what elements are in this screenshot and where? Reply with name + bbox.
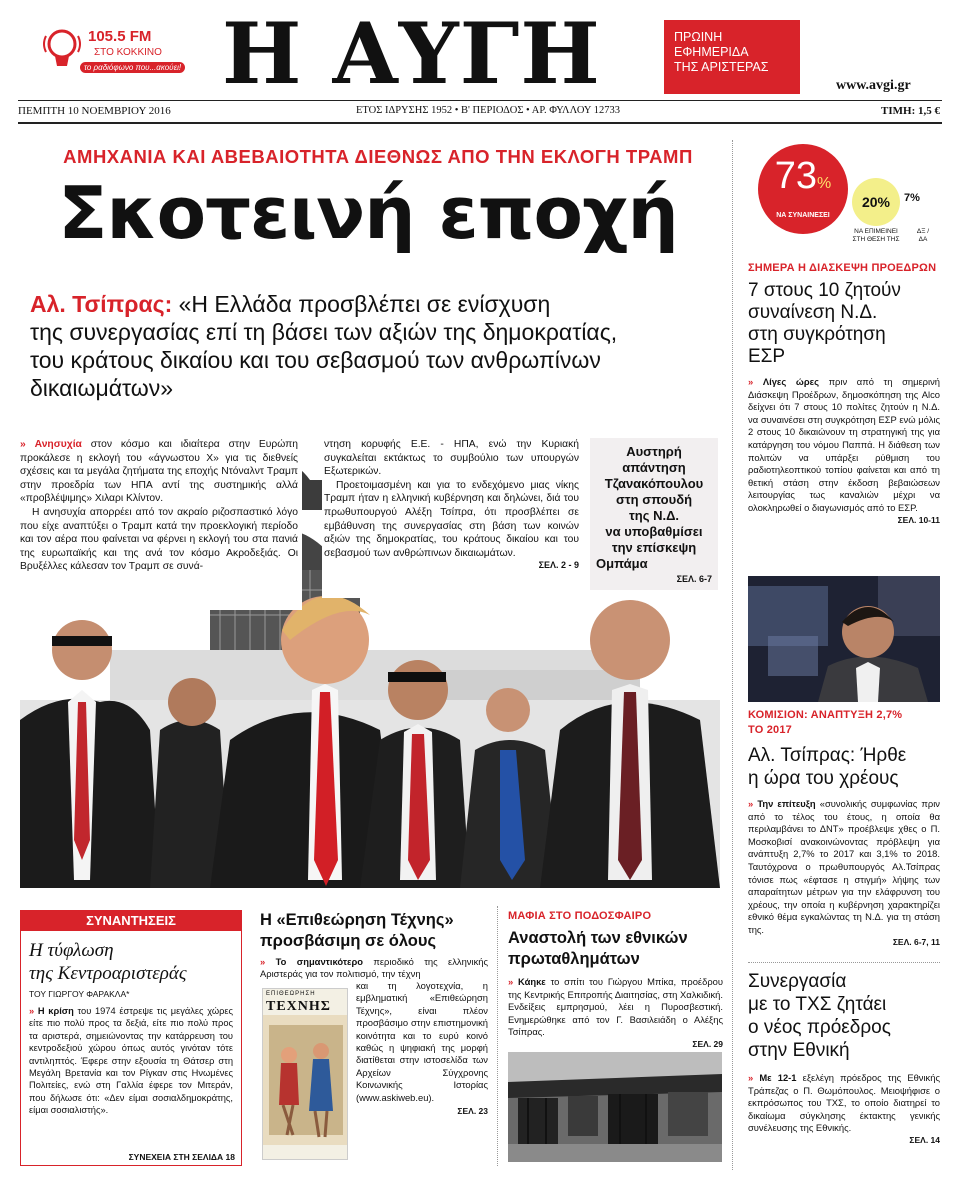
radio-logo[interactable] <box>38 20 188 82</box>
website-link[interactable]: www.avgi.gr <box>836 78 911 93</box>
meetings-box: ΣΥΝΑΝΤΗΣΕΙΣ Η τύφλωση της Κεντροαριστεράς ΤΟΥ ΓΙΩΡΓΟΥ ΦΑΡΑΚΛΑ* » Η κρίση του 1974 έστρεψε τις μεγάλες χώρες είτε πιο πολύ προς τα δεξιά, είτε πιο πολύ προς τα αριστερά, σημειώνοντας την κατάρρευση του κεντροδεξιού χώρου όπως αυτός γινόταν τότε αντιληπτός. Έφερε στην εξουσία τη Θάτσερ στη Μεγάλη Βρετανία και τον Ρίγκαν στις Ηνωμένες Πολιτείες, ενώ στη Γαλλία έφερε τον Μιτεράν, που δήλωσε ότι: «Δεν είμαι σοσιαλδημοκράτης, είμαι σοσιαλιστής». ΣΥΝΕΧΕΙΑ ΣΤΗ ΣΕΛΙΔΑ 18 <box>20 910 242 1166</box>
art-body: και τη λογοτεχνία, η εμβληματική «Επιθεώρηση Τέχνης», είναι πλέον προσβάσιμο στην επιστημονική κοινότητα και το ευρύ κοινό καθώς η ψηφιακή της μορφή διατίθεται στην ιστοσελίδα των Αρχείων Σύγχρονης Κοινωνικής Ιστορίας (www.askiweb.eu). ΣΕΛ. 23 <box>356 980 488 1117</box>
radio-frequency: 105.5 FM <box>88 28 152 45</box>
right1-headline[interactable]: 7 στους 10 ζητούν συναίνεση Ν.Δ. στη συγκρότηση ΕΣΡ <box>748 280 901 367</box>
meetings-banner: ΣΥΝΑΝΤΗΣΕΙΣ <box>21 911 241 931</box>
masthead-tagline: ΠΡΩΙΝΗ ΕΦΗΜΕΡΙΔΑ ΤΗΣ ΑΡΙΣΤΕΡΑΣ <box>664 20 800 94</box>
art-lead-text: » Το σημαντικότερο περιοδικό της ελληνικής Αριστεράς για τον πολιτισμό, την τέχνη <box>260 956 489 980</box>
masthead-title: Η ΑΥΓΗ <box>222 4 601 103</box>
radio-name: ΣΤΟ ΚΟΚΚΙΝΟ <box>94 47 162 58</box>
mafia-body: » Κάηκε το σπίτι του Γιώργου Μπίκα, προέδρου της Κεντρικής Επιτροπής Διαιτησίας, στη Χαλκιδική. Ενδείξεις εμπρησμού, λέει η Πυροσβεστική. Ενημερώθηκε από τον Γ. Βασιλειάδη ο Αλέξης Τσίπρας. ΣΕΛ. 29 <box>508 976 723 1049</box>
right2-headline[interactable]: Αλ. Τσίπρας: Ήρθε η ώρα του χρέους <box>748 745 907 789</box>
lead-column-1: » Ανησυχία στον κόσμο και ιδιαίτερα στην Ευρώπη προκάλεσε η εκλογή του «άγνωστου Χ» για τις διεθνείς σχέσεις και τα μεγάλα ζητήματα της εποχής Ντόναλντ Τραμπ στην προεδρία των ΗΠΑ αντί της συστημικής αλλά «προβλέψιμης» Χιλαρι Κλίντον. Η ανησυχία απορρέει από τον ακραίο ριζοσπαστικό λόγο που είχε αναπτύξει ο Τραμπ κατά την προεκλογική περίοδο και τον αέρα που φαίνεται να φέρνει η εκλογή του στα πανιά της ευρωπαϊκής και της ανά τον κόσμο Ακροδεξιάς. Οι Βρυξέλλες κάλεσαν τον Τραμπ σε συνά- <box>20 439 298 573</box>
lightbulb-icon <box>42 26 82 74</box>
poll-big-circle: 73% ΝΑ ΣΥΝΑΙΝΕΣΕΙ <box>758 144 848 234</box>
meetings-title[interactable]: Η τύφλωση της Κεντροαριστεράς <box>29 940 187 984</box>
dateline-price: ΤΙΜΗ: 1,5 € <box>881 105 940 117</box>
dateline-issue: ΕΤΟΣ ΙΔΡΥΣΗΣ 1952 • Β' ΠΕΡΙΟΔΟΣ • ΑΡ. ΦΥΛΛΟΥ 12733 <box>356 105 620 116</box>
art-magazine-cover: ΕΠΙΘΕΩΡΗΣΗ ΤΕΧΝΗΣ <box>262 988 348 1160</box>
right2-body: » Την επίτευξη «συνολικής συμφωνίας πριν από το τέλος του έτους, η οποία θα περιλαμβάνει το ΔΝΤ» προέβλεψε χθες ο Π. Μοσκοβισί ανακοινώνοντας πρόβλεψη για ανάπτυξη 2,7% το 2017 και 3,1% το 2018. Ταυτόχρονα ο πρωθυπουργός Αλ.Τσίπρας τόνισε πως «έφτασε η στιγμή» λήψης των απαραίτητων μέτρων για την ελάφρυνση του χρέους, την οποία η κυβέρνηση χαρακτηρίζει εθνικό θέμα εγκαλώντας τη Ν.Δ. για τη στάση της. ΣΕΛ. 6-7, 11 <box>748 798 940 947</box>
mafia-headline[interactable]: Αναστολή των εθνικών πρωταθλημάτων <box>508 929 688 968</box>
burned-house-photo <box>508 1052 722 1162</box>
right3-body: » Με 12-1 εξελέγη πρόεδρος της Εθνικής Τράπεζας ο Π. Θωμόπουλος. Μειοψήφισε ο εκπρόσωπος του ΤΧΣ, το οποίο διατηρεί το δικαίωμα σύγκλησης έκτακτης γενικής συνέλευσης της Εθνικής. ΣΕΛ. 14 <box>748 1072 940 1145</box>
mafia-kicker: ΜΑΦΙΑ ΣΤΟ ΠΟΔΟΣΦΑΙΡΟ <box>508 910 652 922</box>
continued-link[interactable]: ΣΥΝΕΧΕΙΑ ΣΤΗ ΣΕΛΙΔΑ 18 <box>128 1152 235 1162</box>
right3-headline[interactable]: Συνεργασία με το ΤΧΣ ζητάει ο νέος πρόεδρος στην Εθνική <box>748 971 891 1061</box>
radio-slogan: το ραδιόφωνο που...ακούει! <box>80 62 185 73</box>
art-headline[interactable]: Η «Επιθεώρηση Τέχνης» προσβάσιμη σε όλους <box>260 911 454 950</box>
lead-quote: Αλ. Τσίπρας: «Η Ελλάδα προσβλέπει σε ενίσχυση της συνεργασίας επί τη βάσει των αξιών της δημοκρατίας, του κράτους δικαίου και του σεβασμού των ανθρωπίνων δικαιωμάτων» <box>30 291 618 401</box>
poll-mid-circle: 20% <box>852 178 900 226</box>
right2-kicker: ΚΟΜΙΣΙΟΝ: ΑΝΑΠΤΥΞΗ 2,7% ΤΟ 2017 <box>748 709 903 736</box>
tsipras-photo <box>748 576 940 702</box>
poll-graphic: 73% ΝΑ ΣΥΝΑΙΝΕΣΕΙ 20% 7% ΝΑ ΕΠΙΜΕΙΝΕΙ ΣΤΗ ΘΕΣΗ ΤΗΣ ΔΞ / ΔΑ <box>748 140 940 252</box>
dateline-date: ΠΕΜΠΤΗ 10 ΝΟΕΜΒΡΙΟΥ 2016 <box>18 105 171 117</box>
right1-body: » Λίγες ώρες πριν από τη σημερινή Διάσκεψη Προέδρων, δημοσκόπηση της Alco δείχνει ότι 7 στους 10 πολίτες ζητούν η Ν.Δ. να συναινέσει στη συγκρότηση ΕΣΡ ενώ μόλις 2 στους 10 δικαιώνουν τη στρατηγική της για κατάργηση του νόμου Παππά. Η διάθεση των πολιτών να υπάρξει ρύθμιση του ραδιοτηλεοπτικού τοπίου φαίνεται και από τη θετική στάση στην έκδοση βεβαιώσεων λειτουργίας τως καναλιών μέχρι να ολοκληρωθεί ο διαγωνισμός από το ΕΣΡ. ΣΕΛ. 10-11 <box>748 376 940 525</box>
lead-headline[interactable]: Σκοτεινή εποχή <box>58 171 678 255</box>
right1-kicker: ΣΗΜΕΡΑ Η ΔΙΑΣΚΕΨΗ ΠΡΟΕΔΡΩΝ <box>748 262 937 274</box>
lead-kicker: ΑΜΗΧΑΝΙΑ ΚΑΙ ΑΒΕΒΑΙΟΤΗΤΑ ΔΙΕΘΝΩΣ ΑΠΟ ΤΗΝ ΕΚΛΟΓΗ ΤΡΑΜΠ <box>63 146 693 167</box>
side-box[interactable]: Αυστηρή απάντηση Τζανακόπουλου στη σπουδή της Ν.Δ. να υποβαθμίσει την επίσκεψη Ομπάμα ΣΕΛ. 6-7 <box>590 438 718 590</box>
lead-column-2: ντηση κορυφής Ε.Ε. - ΗΠΑ, ενώ την Κυριακή συγκαλείται εκτάκτως το συμβούλιο των υπουργών Εξωτερικών. Προετοιμασμένη και για το ενδεχόμενο μιας νίκης Τραμπ ήταν η ελληνική κυβέρνηση και δηλώνει, διά του πρωθυπουργού Αλέξη Τσίπρα, ότι προσβλέπει σε εμβάθυνση της συνεργασίας στη βάση των κοινών αξιών της δημοκρατίας, του κράτους δικαίου και του σεβασμού των ανθρώπινων δικαιωμάτων. ΣΕΛ. 2 - 9 <box>324 439 579 571</box>
